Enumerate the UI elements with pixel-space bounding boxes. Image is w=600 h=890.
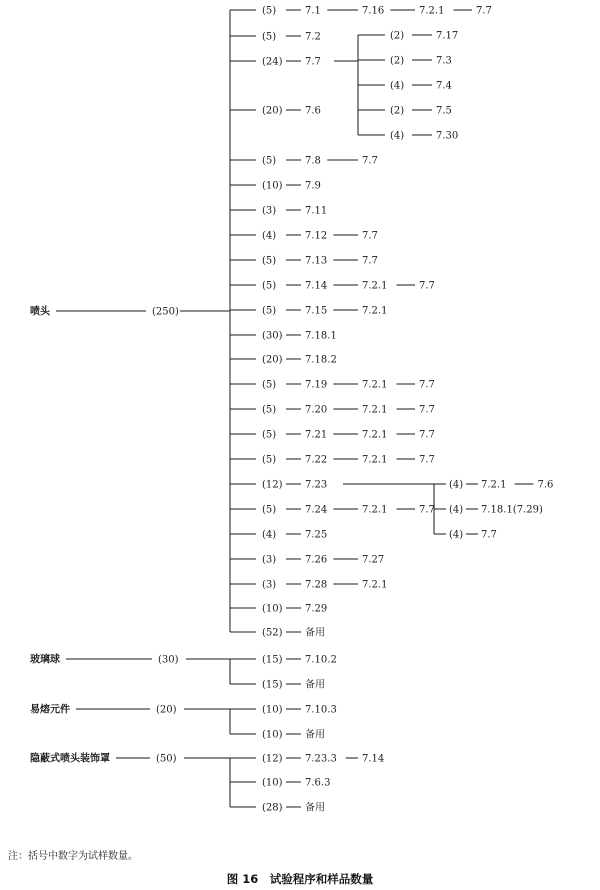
group-label: 易熔元件 (30, 704, 70, 716)
procedure-step: 7.23.3 (305, 753, 337, 765)
sub-step: 7.4 (436, 80, 452, 92)
sub-step: 7.6 (537, 479, 554, 491)
procedure-step: 7.2.1 (362, 280, 388, 292)
item-count: (5) (262, 5, 277, 17)
procedure-step: 7.2.1 (362, 429, 388, 441)
sub-count: (4) (449, 479, 464, 491)
item-count: (5) (262, 255, 277, 267)
procedure-step: 7.2.1 (362, 305, 388, 317)
procedure-step: 7.7 (476, 5, 492, 17)
item-count: (5) (262, 305, 277, 317)
procedure-step: 7.7 (419, 404, 435, 416)
procedure-step: 7.7 (419, 379, 435, 391)
procedure-step: 7.2.1 (362, 379, 388, 391)
procedure-step: 7.26 (305, 554, 328, 566)
footnote: 注：括号中数字为试样数量。 (8, 851, 138, 862)
group-label: 隐蔽式喷头装饰罩 (30, 753, 110, 765)
sub-step: 7.18.1(7.29) (481, 504, 543, 516)
procedure-step: 7.7 (305, 56, 321, 68)
connector-lines (56, 10, 534, 807)
item-count: (5) (262, 155, 277, 167)
sub-step: 7.2.1 (481, 479, 507, 491)
item-count: (15) (262, 654, 283, 666)
procedure-step: 7.2.1 (419, 5, 445, 17)
procedure-step: 7.7 (362, 155, 378, 167)
sub-step: 7.7 (481, 529, 497, 541)
procedure-step: 7.27 (362, 554, 385, 566)
item-count: (20) (262, 354, 283, 366)
sub-step: 7.17 (436, 30, 459, 42)
sub-count: (4) (449, 529, 464, 541)
procedure-step: 7.8 (305, 155, 321, 167)
procedure-step: 7.18.1 (305, 330, 337, 342)
procedure-step: 7.29 (305, 603, 328, 615)
procedure-step: 7.12 (305, 230, 328, 242)
procedure-step: 7.13 (305, 255, 328, 267)
item-count: (15) (262, 679, 283, 691)
procedure-step: 7.2.1 (362, 454, 388, 466)
item-count: (28) (262, 802, 283, 814)
sub-step: 7.5 (436, 105, 452, 117)
procedure-step: 7.6.3 (305, 777, 331, 789)
group-label: 玻璃球 (30, 654, 60, 666)
procedure-step: 7.22 (305, 454, 328, 466)
item-count: (5) (262, 429, 277, 441)
procedure-step: 备用 (305, 627, 325, 639)
item-count: (3) (262, 205, 277, 217)
sub-step: 7.30 (436, 130, 459, 142)
procedure-step: 7.18.2 (305, 354, 337, 366)
sub-count: (4) (449, 504, 464, 516)
procedure-step: 7.16 (362, 5, 385, 17)
item-count: (5) (262, 504, 277, 516)
procedure-step: 7.23 (305, 479, 328, 491)
item-count: (5) (262, 404, 277, 416)
sub-count: (2) (390, 30, 405, 42)
procedure-step: 7.14 (305, 280, 328, 292)
item-count: (3) (262, 579, 277, 591)
procedure-step: 7.19 (305, 379, 328, 391)
procedure-step: 7.7 (419, 429, 435, 441)
procedure-step: 备用 (305, 802, 325, 814)
sub-count: (2) (390, 55, 405, 67)
item-count: (10) (262, 777, 283, 789)
item-count: (3) (262, 554, 277, 566)
procedure-step: 7.15 (305, 305, 328, 317)
procedure-step: 7.2 (305, 31, 321, 43)
sub-count: (4) (390, 130, 405, 142)
procedure-step: 7.24 (305, 504, 328, 516)
sub-step: 7.3 (436, 55, 452, 67)
procedure-step: 7.7 (419, 280, 435, 292)
procedure-step: 7.25 (305, 529, 328, 541)
procedure-step: 7.9 (305, 180, 321, 192)
sub-count: (2) (390, 105, 405, 117)
item-count: (5) (262, 31, 277, 43)
procedure-step: 7.11 (305, 205, 328, 217)
procedure-step: 7.10.3 (305, 704, 337, 716)
item-count: (5) (262, 379, 277, 391)
procedure-step: 7.21 (305, 429, 328, 441)
procedure-step: 备用 (305, 679, 325, 691)
item-count: (4) (262, 230, 277, 242)
item-count: (52) (262, 627, 283, 639)
item-count: (10) (262, 180, 283, 192)
procedure-step: 7.2.1 (362, 404, 388, 416)
procedure-step: 7.7 (419, 504, 435, 516)
item-count: (10) (262, 704, 283, 716)
item-count: (12) (262, 753, 283, 765)
procedure-step: 7.7 (362, 255, 378, 267)
procedure-step: 7.10.2 (305, 654, 337, 666)
group-label: 喷头 (30, 306, 50, 318)
procedure-step: 7.7 (362, 230, 378, 242)
procedure-step: 7.1 (305, 5, 321, 17)
sub-count: (4) (390, 80, 405, 92)
item-count: (24) (262, 56, 283, 68)
procedure-step: 7.28 (305, 579, 328, 591)
procedure-step: 7.20 (305, 404, 328, 416)
item-count: (5) (262, 454, 277, 466)
item-count: (5) (262, 280, 277, 292)
procedure-step: 7.2.1 (362, 579, 388, 591)
item-count: (4) (262, 529, 277, 541)
item-count: (12) (262, 479, 283, 491)
procedure-step: 7.7 (419, 454, 435, 466)
item-count: (10) (262, 603, 283, 615)
group-count: (20) (156, 704, 177, 716)
group-count: (250) (152, 306, 179, 318)
item-count: (20) (262, 105, 283, 117)
procedure-step: 7.6 (305, 105, 321, 117)
procedure-step: 7.2.1 (362, 504, 388, 516)
group-count: (30) (158, 654, 179, 666)
item-count: (30) (262, 330, 283, 342)
figure-caption: 图 16 试验程序和样品数量 (226, 872, 374, 886)
procedure-step: 备用 (305, 729, 325, 741)
item-count: (10) (262, 729, 283, 741)
procedure-step: 7.14 (362, 753, 385, 765)
group-count: (50) (156, 753, 177, 765)
